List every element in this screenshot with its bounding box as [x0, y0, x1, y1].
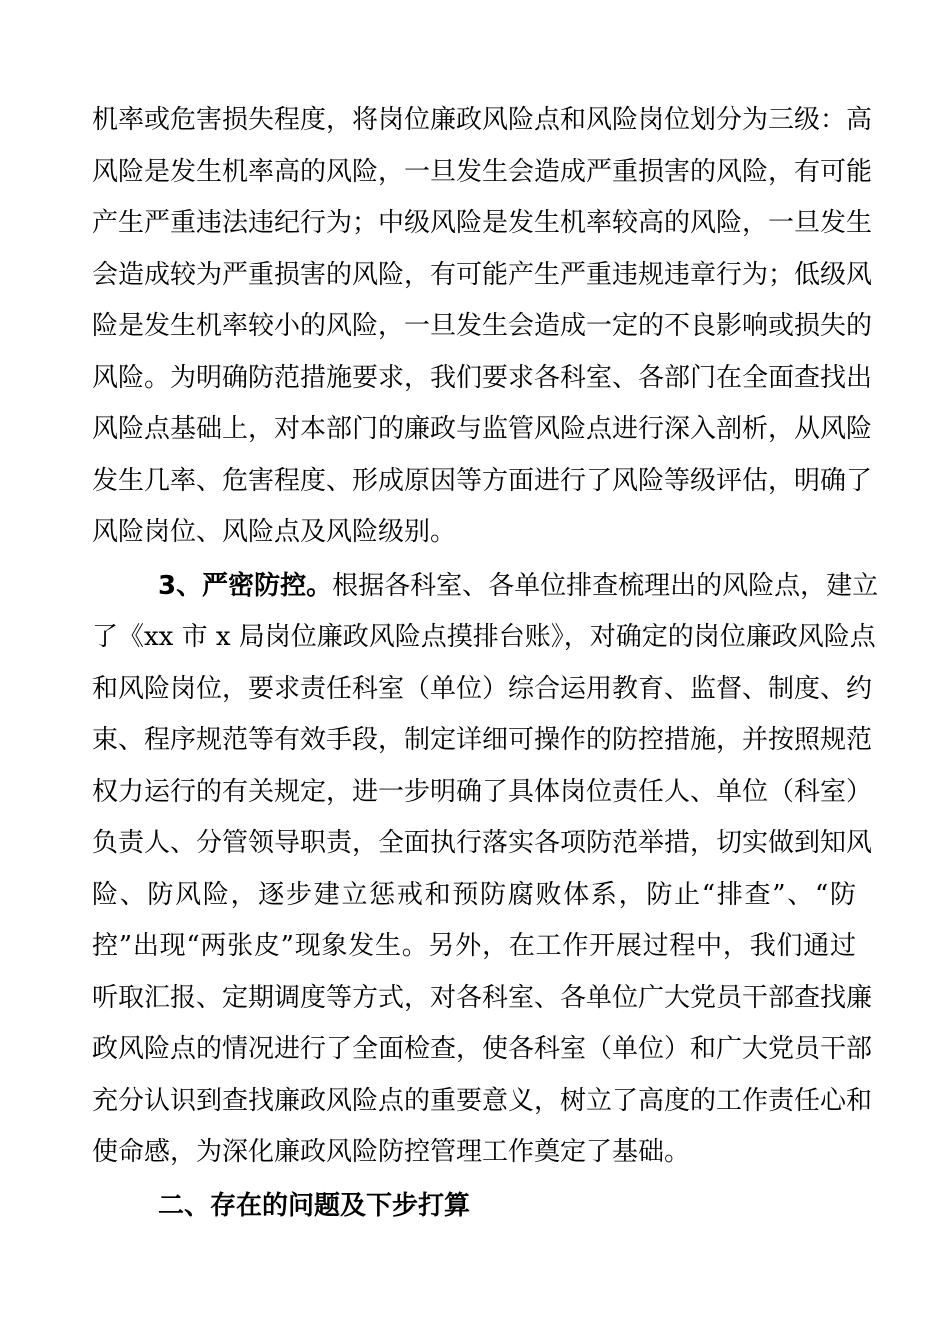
text-line-first: [92, 561, 879, 613]
text-line: 政风险点的情况进行了全面检查，使各科室（单位）和广大党员干部: [92, 1034, 873, 1064]
text-line: 会造成较为严重损害的风险，有可能产生严重违规违章行为；低级风: [92, 259, 873, 290]
item-heading: 3、严密防控。: [158, 570, 333, 601]
text-line: 风险岗位、风险点及风险级别。: [92, 517, 457, 547]
paragraph-strict-control: [92, 561, 879, 1179]
text-line: 使命感，为深化廉政风险防控管理工作奠定了基础。: [92, 1137, 691, 1167]
text-line: 束、程序规范等有效手段，制定详细可操作的防控措施，并按照规范: [92, 725, 873, 755]
text-line: 风险是发生机率高的风险，一旦发生会造成严重损害的风险，有可能: [92, 156, 873, 187]
text-line: 权力运行的有关规定，进一步明确了具体岗位责任人、单位（科室）: [92, 776, 873, 807]
text-line: 险、防风险，逐步建立惩戒和预防腐败体系，防止“排查”、“防: [92, 879, 856, 910]
text-line: 风险。为明确防范措施要求，我们要求各科室、各部门在全面查找出: [92, 362, 873, 393]
text-line: 充分认识到查找廉政风险点的重要意义，树立了高度的工作责任心和: [92, 1085, 873, 1116]
text-line: 负责人、分管领导职责，全面执行落实各项防范举措，切实做到知风: [92, 828, 873, 858]
document-page: [92, 95, 879, 1232]
text-line: 了《xx 市 x 局岗位廉政风险点摸排台账》，对确定的岗位廉政风险点: [92, 622, 876, 652]
text-line: 控”出现“两张皮”现象发生。另外，在工作开展过程中，我们通过: [92, 931, 856, 961]
paragraph-risk-levels: [92, 95, 873, 559]
text-line: 机率或危害损失程度，将岗位廉政风险点和风险岗位划分为三级：高: [92, 105, 873, 135]
text-line: 发生几率、危害程度、形成原因等方面进行了风险等级评估，明确了: [92, 465, 873, 496]
text-line: 和风险岗位，要求责任科室（单位）综合运用教育、监督、制度、约: [92, 673, 873, 704]
text-line: 风险点基础上，对本部门的廉政与监管风险点进行深入剖析，从风险: [92, 414, 873, 444]
text-line: 产生严重违法违纪行为；中级风险是发生机率较高的风险，一旦发生: [92, 208, 873, 238]
text-line: 听取汇报、定期调度等方式，对各科室、各单位广大党员干部查找廉: [92, 982, 873, 1013]
text-span: 根据各科室、各单位排查梳理出的风险点，建立: [332, 570, 879, 601]
section-heading: 二、存在的问题及下步打算: [158, 1190, 471, 1221]
text-line: 险是发生机率较小的风险，一旦发生会造成一定的不良影响或损失的: [92, 311, 873, 341]
